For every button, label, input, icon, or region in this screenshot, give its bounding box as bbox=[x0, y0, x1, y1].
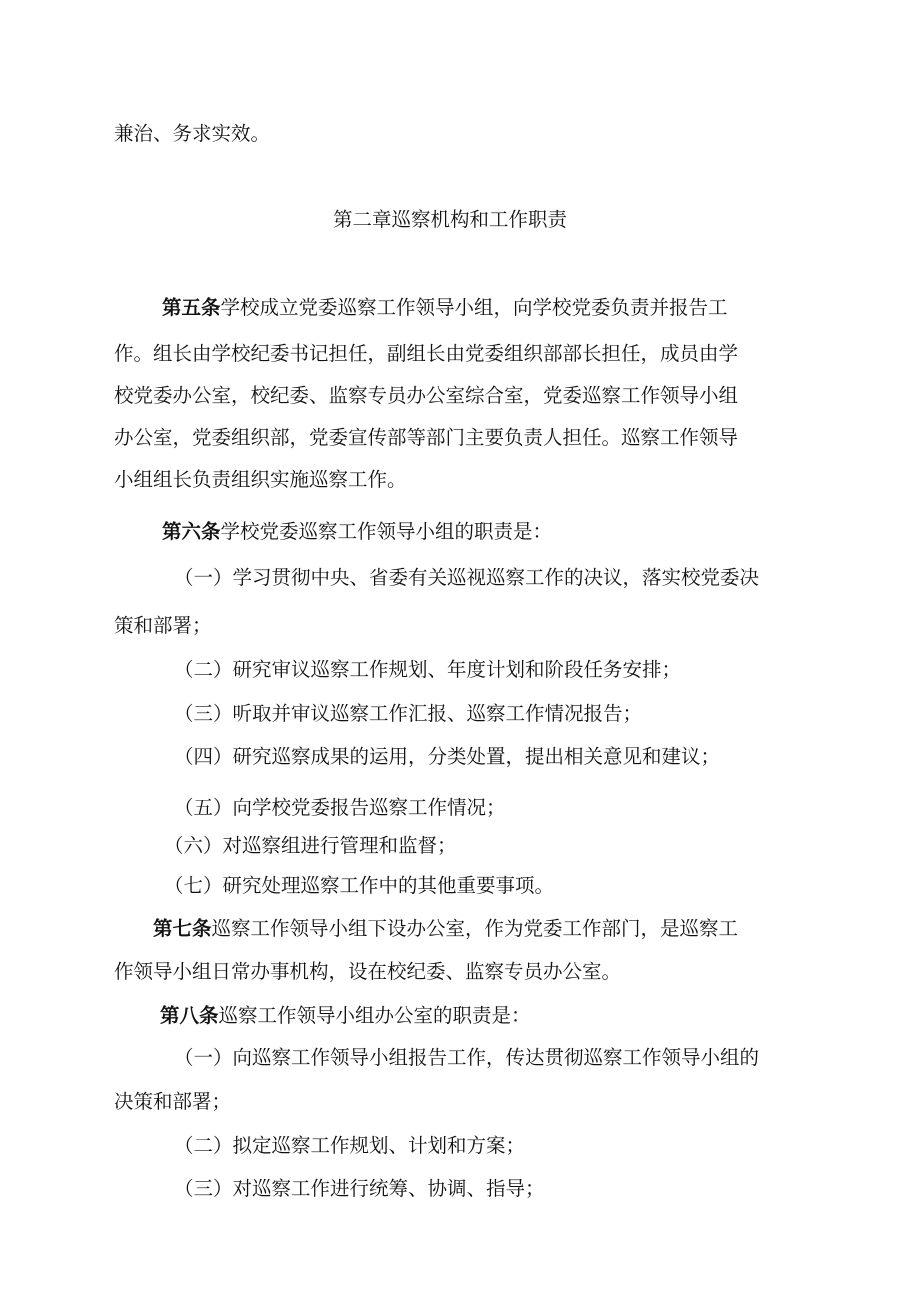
article-7-label: 第七条 bbox=[153, 917, 212, 940]
article-8-item-1-line-2: 决策和部署； bbox=[114, 1090, 232, 1113]
article-5-line-2: 作。组长由学校纪委书记担任，副组长由党委组织部部长担任，成员由学 bbox=[114, 342, 739, 365]
article-6-item-4: （四）研究巡察成果的运用，分类处置，提出相关意见和建议； bbox=[174, 745, 721, 768]
article-7-line-1: 第七条巡察工作领导小组下设办公室，作为党委工作部门，是巡察工 bbox=[153, 917, 739, 940]
article-5-line-5: 小组组长负责组织实施巡察工作。 bbox=[114, 468, 407, 491]
article-8-item-3: （三）对巡察工作进行统筹、协调、指导； bbox=[174, 1177, 545, 1200]
article-5-line-1: 第五条学校成立党委巡察工作领导小组，向学校党委负责并报告工 bbox=[162, 296, 728, 319]
article-6-item-1-line-1: （一）学习贯彻中央、省委有关巡视巡察工作的决议，落实校党委决 bbox=[174, 566, 760, 589]
article-7-line-2: 作领导小组日常办事机构，设在校纪委、监察专员办公室。 bbox=[114, 960, 622, 983]
paragraph-continuation: 兼治、务求实效。 bbox=[114, 122, 271, 145]
article-8-item-1-line-1: （一）向巡察工作领导小组报告工作，传达贯彻巡察工作领导小组的 bbox=[174, 1046, 760, 1069]
article-6-item-1-line-2: 策和部署； bbox=[114, 614, 212, 637]
article-5-label: 第五条 bbox=[162, 296, 221, 319]
article-8-label: 第八条 bbox=[160, 1004, 219, 1027]
chapter-title: 第二章巡察机构和工作职责 bbox=[333, 208, 568, 231]
article-6-item-3: （三）听取并审议巡察工作汇报、巡察工作情况报告； bbox=[174, 702, 643, 725]
article-6-intro: 第六条学校党委巡察工作领导小组的职责是： bbox=[162, 520, 553, 543]
article-6-label: 第六条 bbox=[162, 520, 221, 543]
article-6-item-5: （五）向学校党委报告巡察工作情况； bbox=[174, 796, 506, 819]
article-6-item-6: （六）对巡察组进行管理和监督； bbox=[164, 834, 457, 857]
article-5-line-4: 办公室，党委组织部，党委宣传部等部门主要负责人担任。巡察工作领导 bbox=[114, 426, 739, 449]
article-8-intro: 第八条巡察工作领导小组办公室的职责是： bbox=[160, 1004, 531, 1027]
article-6-item-2: （二）研究审议巡察工作规划、年度计划和阶段任务安排； bbox=[174, 658, 682, 681]
article-8-item-2: （二）拟定巡察工作规划、计划和方案； bbox=[174, 1134, 526, 1157]
article-6-item-7: （七）研究处理巡察工作中的其他重要事项。 bbox=[164, 874, 555, 897]
article-5-line-3: 校党委办公室，校纪委、监察专员办公室综合室，党委巡察工作领导小组 bbox=[114, 384, 739, 407]
